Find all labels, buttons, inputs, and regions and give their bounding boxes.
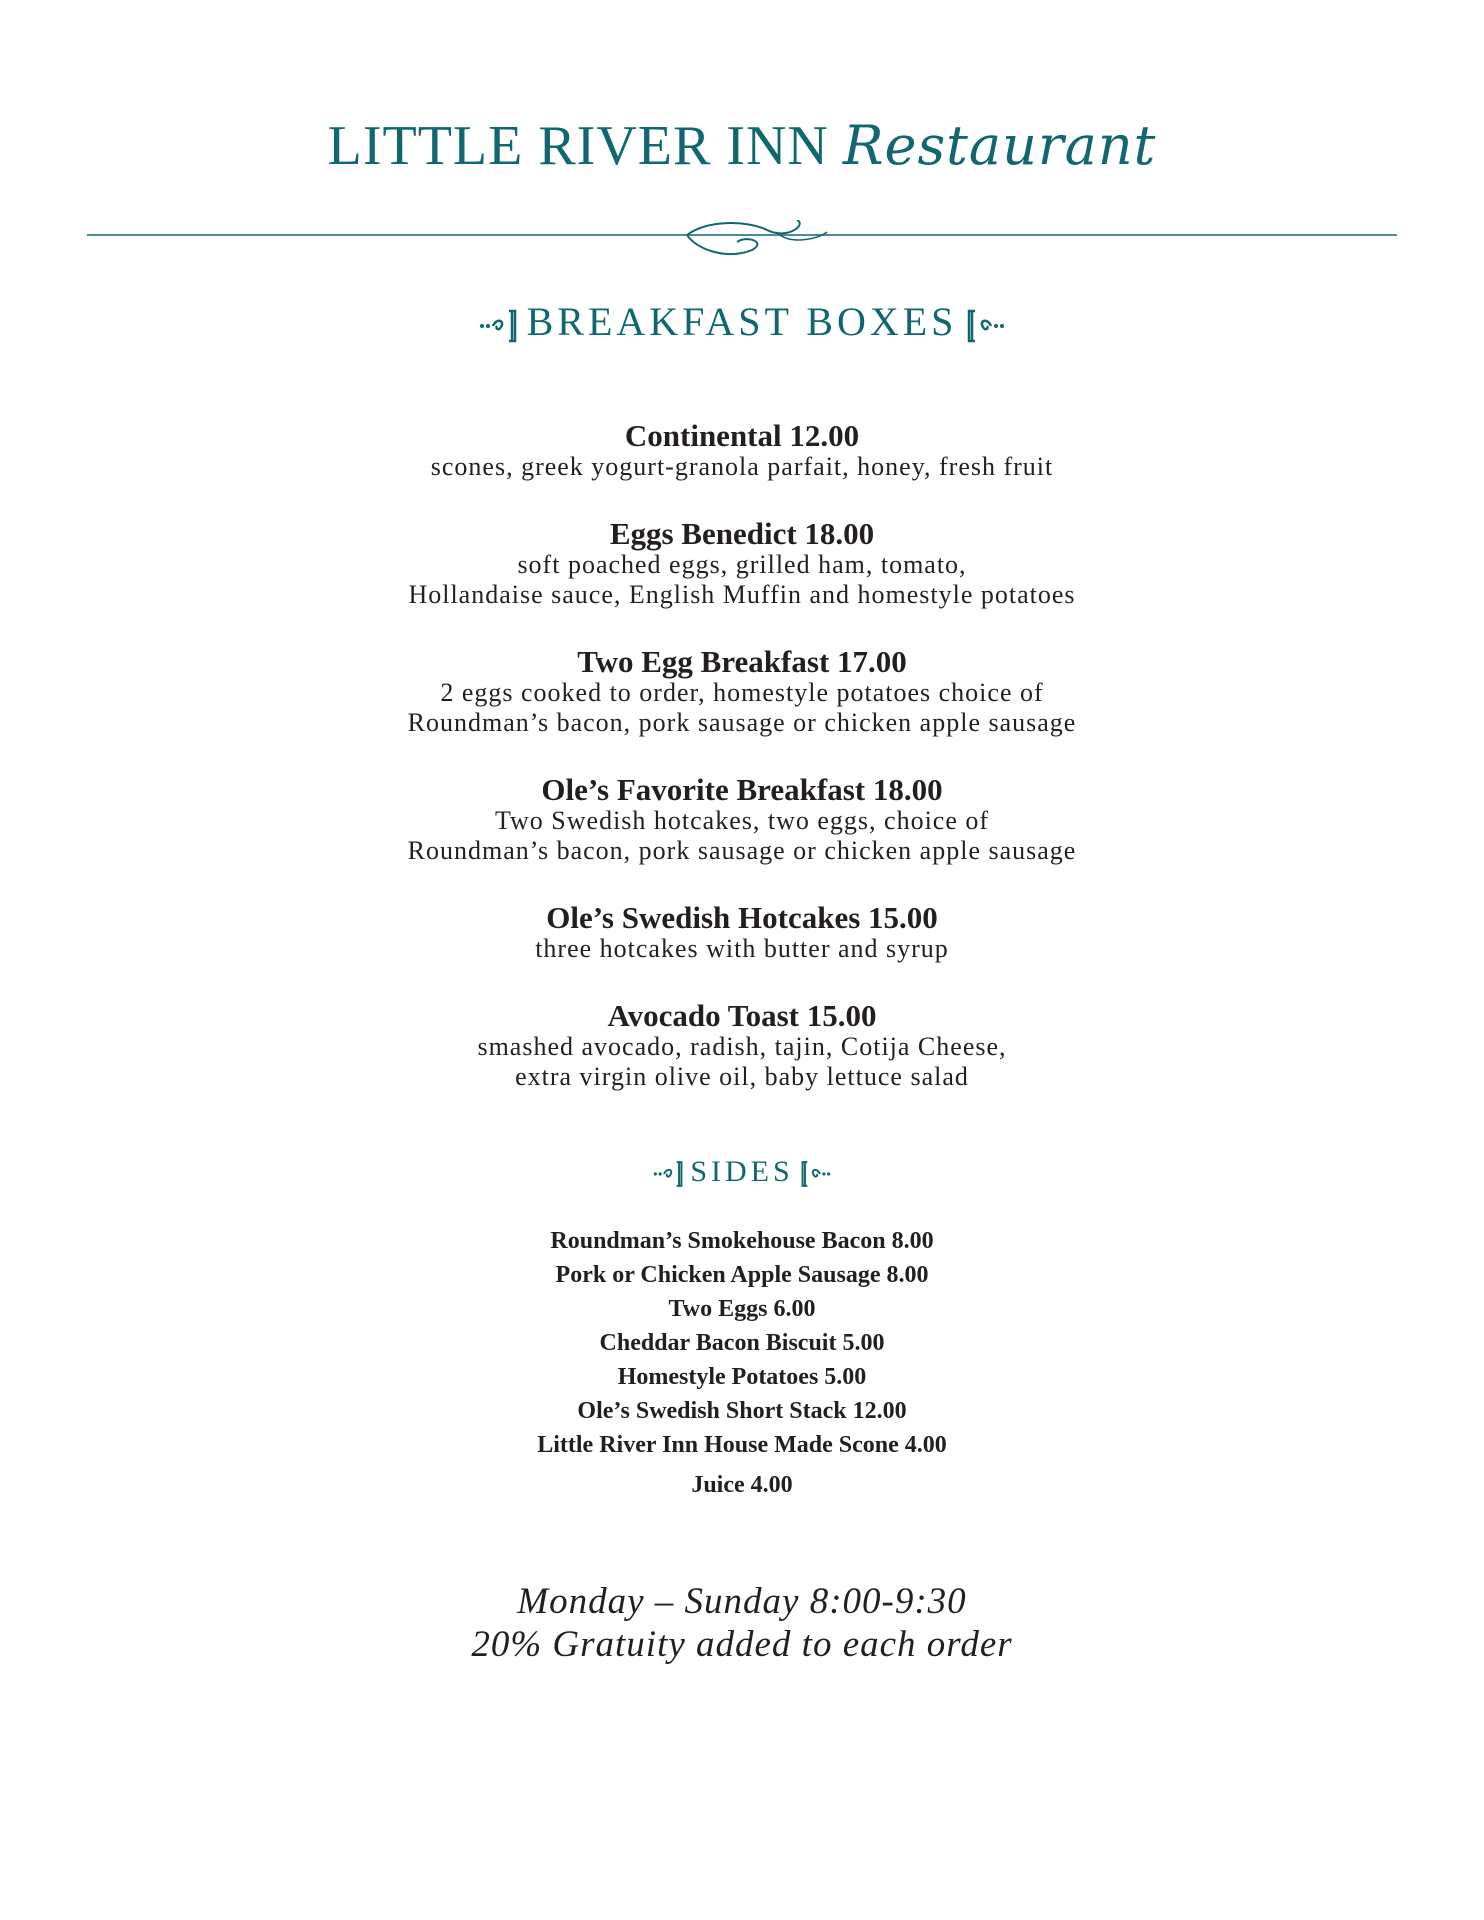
title-script: Restaurant: [842, 114, 1157, 177]
menu-item-avocado-toast: [0, 1000, 1484, 1092]
breakfast-items: [0, 420, 1484, 1128]
item-desc: 2 eggs cooked to order, homestyle potatoes choice of: [440, 678, 1044, 707]
side-item: Two Eggs 6.00: [668, 1296, 816, 1322]
item-name: Ole’s Swedish Hotcakes 15.00: [546, 900, 938, 935]
menu-item-oles-favorite: [0, 774, 1484, 866]
flourish-divider: [87, 220, 1397, 280]
left-ornament-icon: [479, 309, 517, 343]
item-name: Avocado Toast 15.00: [607, 998, 877, 1033]
item-name: Eggs Benedict 18.00: [609, 516, 875, 551]
item-desc: Two Swedish hotcakes, two eggs, choice of: [494, 806, 990, 835]
menu-item-two-egg-breakfast: [0, 646, 1484, 738]
footer-notes: [0, 1580, 1484, 1666]
side-item: Juice 4.00: [691, 1472, 793, 1498]
menu-item-continental: [0, 420, 1484, 482]
side-item: Homestyle Potatoes 5.00: [617, 1364, 867, 1390]
item-desc: scones, greek yogurt-granola parfait, honey, fresh fruit: [430, 452, 1054, 481]
right-ornament-icon: [967, 309, 1005, 343]
gratuity-text: 20% Gratuity added to each order: [471, 1624, 1013, 1665]
item-desc: extra virgin olive oil, baby lettuce salad: [515, 1062, 969, 1091]
breakfast-heading-label: BREAKFAST BOXES: [526, 299, 958, 344]
menu-item-swedish-hotcakes: [0, 902, 1484, 964]
left-ornament-icon: [653, 1160, 683, 1188]
sides-list: [0, 1224, 1484, 1502]
sides-heading: [0, 1157, 1484, 1188]
side-item: Roundman’s Smokehouse Bacon 8.00: [550, 1228, 934, 1254]
item-desc: Roundman’s bacon, pork sausage or chicken apple sausage: [407, 836, 1077, 865]
item-desc: smashed avocado, radish, tajin, Cotija Cheese,: [477, 1032, 1007, 1061]
hours-text: Monday – Sunday 8:00-9:30: [517, 1581, 967, 1622]
item-name: Continental 12.00: [624, 418, 860, 453]
breakfast-boxes-heading: [0, 299, 1484, 344]
item-name: Two Egg Breakfast 17.00: [577, 644, 907, 679]
side-item: Cheddar Bacon Biscuit 5.00: [599, 1330, 885, 1356]
restaurant-title: [0, 114, 1484, 177]
item-desc: Hollandaise sauce, English Muffin and homestyle potatoes: [408, 580, 1076, 609]
side-item: Pork or Chicken Apple Sausage 8.00: [555, 1262, 929, 1288]
side-item: Ole’s Swedish Short Stack 12.00: [577, 1398, 907, 1424]
menu-item-eggs-benedict: [0, 518, 1484, 610]
title-main: LITTLE RIVER INN: [327, 115, 829, 177]
item-desc: soft poached eggs, grilled ham, tomato,: [517, 550, 967, 579]
item-desc: three hotcakes with butter and syrup: [535, 934, 949, 963]
sides-heading-label: SIDES: [690, 1155, 794, 1188]
right-ornament-icon: [801, 1160, 831, 1188]
item-desc: Roundman’s bacon, pork sausage or chicken apple sausage: [407, 708, 1077, 737]
item-name: Ole’s Favorite Breakfast 18.00: [541, 772, 943, 807]
side-item: Little River Inn House Made Scone 4.00: [537, 1432, 947, 1458]
